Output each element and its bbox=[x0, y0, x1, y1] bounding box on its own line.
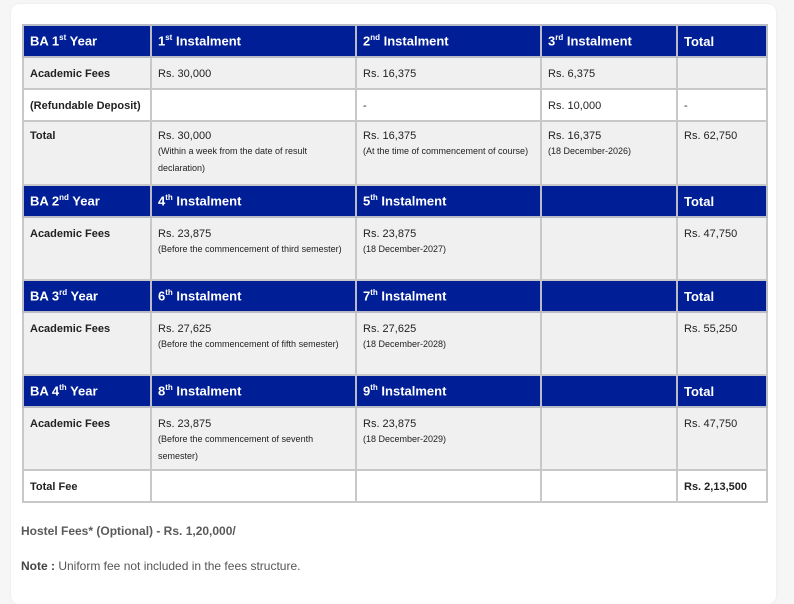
total-fee-row bbox=[23, 470, 767, 502]
empty-heading bbox=[541, 280, 677, 312]
section-header-row bbox=[23, 185, 767, 217]
table-row bbox=[23, 407, 767, 470]
note-text bbox=[21, 559, 300, 573]
fee-cell bbox=[541, 470, 677, 502]
section-header-row bbox=[23, 375, 767, 407]
fee-cell: Rs. 10,000 bbox=[541, 89, 677, 121]
fee-cell: Rs. 55,250 bbox=[677, 312, 767, 375]
fee-cell: Rs. 23,875 (18 December-2029) bbox=[356, 407, 541, 470]
row-label: Academic Fees bbox=[23, 407, 151, 470]
table-row bbox=[23, 312, 767, 375]
instalment-heading: 4th Instalment bbox=[151, 185, 356, 217]
fee-cell: - bbox=[677, 89, 767, 121]
fee-cell bbox=[151, 470, 356, 502]
instalment-heading: 8th Instalment bbox=[151, 375, 356, 407]
year-heading: BA 2nd Year bbox=[23, 185, 151, 217]
fee-cell: Rs. 6,375 bbox=[541, 57, 677, 89]
row-label: Total bbox=[23, 121, 151, 185]
instalment-heading: 3rd Instalment bbox=[541, 25, 677, 57]
fee-cell bbox=[677, 57, 767, 89]
year-heading: BA 1st Year bbox=[23, 25, 151, 57]
fee-cell: Rs. 16,375 bbox=[356, 57, 541, 89]
fee-cell bbox=[356, 470, 541, 502]
row-label: (Refundable Deposit) bbox=[23, 89, 151, 121]
fee-cell: Rs. 27,625 (Before the commencement of fifth semester) bbox=[151, 312, 356, 375]
fee-cell: Rs. 47,750 bbox=[677, 217, 767, 280]
empty-heading bbox=[541, 185, 677, 217]
table-row bbox=[23, 57, 767, 89]
instalment-heading: 6th Instalment bbox=[151, 280, 356, 312]
fee-cell: Rs. 30,000 (Within a week from the date of result declaration) bbox=[151, 121, 356, 185]
row-label: Academic Fees bbox=[23, 217, 151, 280]
fee-cell bbox=[541, 407, 677, 470]
fee-cell bbox=[151, 89, 356, 121]
fee-cell: Rs. 62,750 bbox=[677, 121, 767, 185]
instalment-heading: 9th Instalment bbox=[356, 375, 541, 407]
total-heading: Total bbox=[677, 185, 767, 217]
table-row bbox=[23, 89, 767, 121]
fee-cell: Rs. 23,875 (18 December-2027) bbox=[356, 217, 541, 280]
instalment-heading: 1st Instalment bbox=[151, 25, 356, 57]
instalment-heading: 7th Instalment bbox=[356, 280, 541, 312]
note-label: Note : bbox=[21, 559, 55, 573]
row-label: Academic Fees bbox=[23, 57, 151, 89]
fee-cell: - bbox=[356, 89, 541, 121]
year-heading: BA 4th Year bbox=[23, 375, 151, 407]
total-heading: Total bbox=[677, 375, 767, 407]
fee-cell: Rs. 16,375 (At the time of commencement of course) bbox=[356, 121, 541, 185]
fee-cell: Rs. 47,750 bbox=[677, 407, 767, 470]
total-fee-value: Rs. 2,13,500 bbox=[677, 470, 767, 502]
fee-cell: Rs. 23,875 (Before the commencement of seventh semester) bbox=[151, 407, 356, 470]
section-header-row bbox=[23, 25, 767, 57]
fee-cell bbox=[541, 217, 677, 280]
section-header-row bbox=[23, 280, 767, 312]
empty-heading bbox=[541, 375, 677, 407]
row-label: Academic Fees bbox=[23, 312, 151, 375]
fee-cell: Rs. 23,875 (Before the commencement of third semester) bbox=[151, 217, 356, 280]
total-heading: Total bbox=[677, 280, 767, 312]
fee-cell: Rs. 16,375 (18 December-2026) bbox=[541, 121, 677, 185]
note-body: Uniform fee not included in the fees structure. bbox=[55, 559, 301, 573]
total-heading: Total bbox=[677, 25, 767, 57]
instalment-heading: 2nd Instalment bbox=[356, 25, 541, 57]
table-row bbox=[23, 121, 767, 185]
fee-cell: Rs. 27,625 (18 December-2028) bbox=[356, 312, 541, 375]
instalment-heading: 5th Instalment bbox=[356, 185, 541, 217]
year-heading: BA 3rd Year bbox=[23, 280, 151, 312]
hostel-fees-text: Hostel Fees* (Optional) - Rs. 1,20,000/ bbox=[21, 524, 236, 538]
fee-structure-table bbox=[22, 24, 768, 503]
fee-cell: Rs. 30,000 bbox=[151, 57, 356, 89]
fee-cell bbox=[541, 312, 677, 375]
row-label: Total Fee bbox=[23, 470, 151, 502]
table-row bbox=[23, 217, 767, 280]
